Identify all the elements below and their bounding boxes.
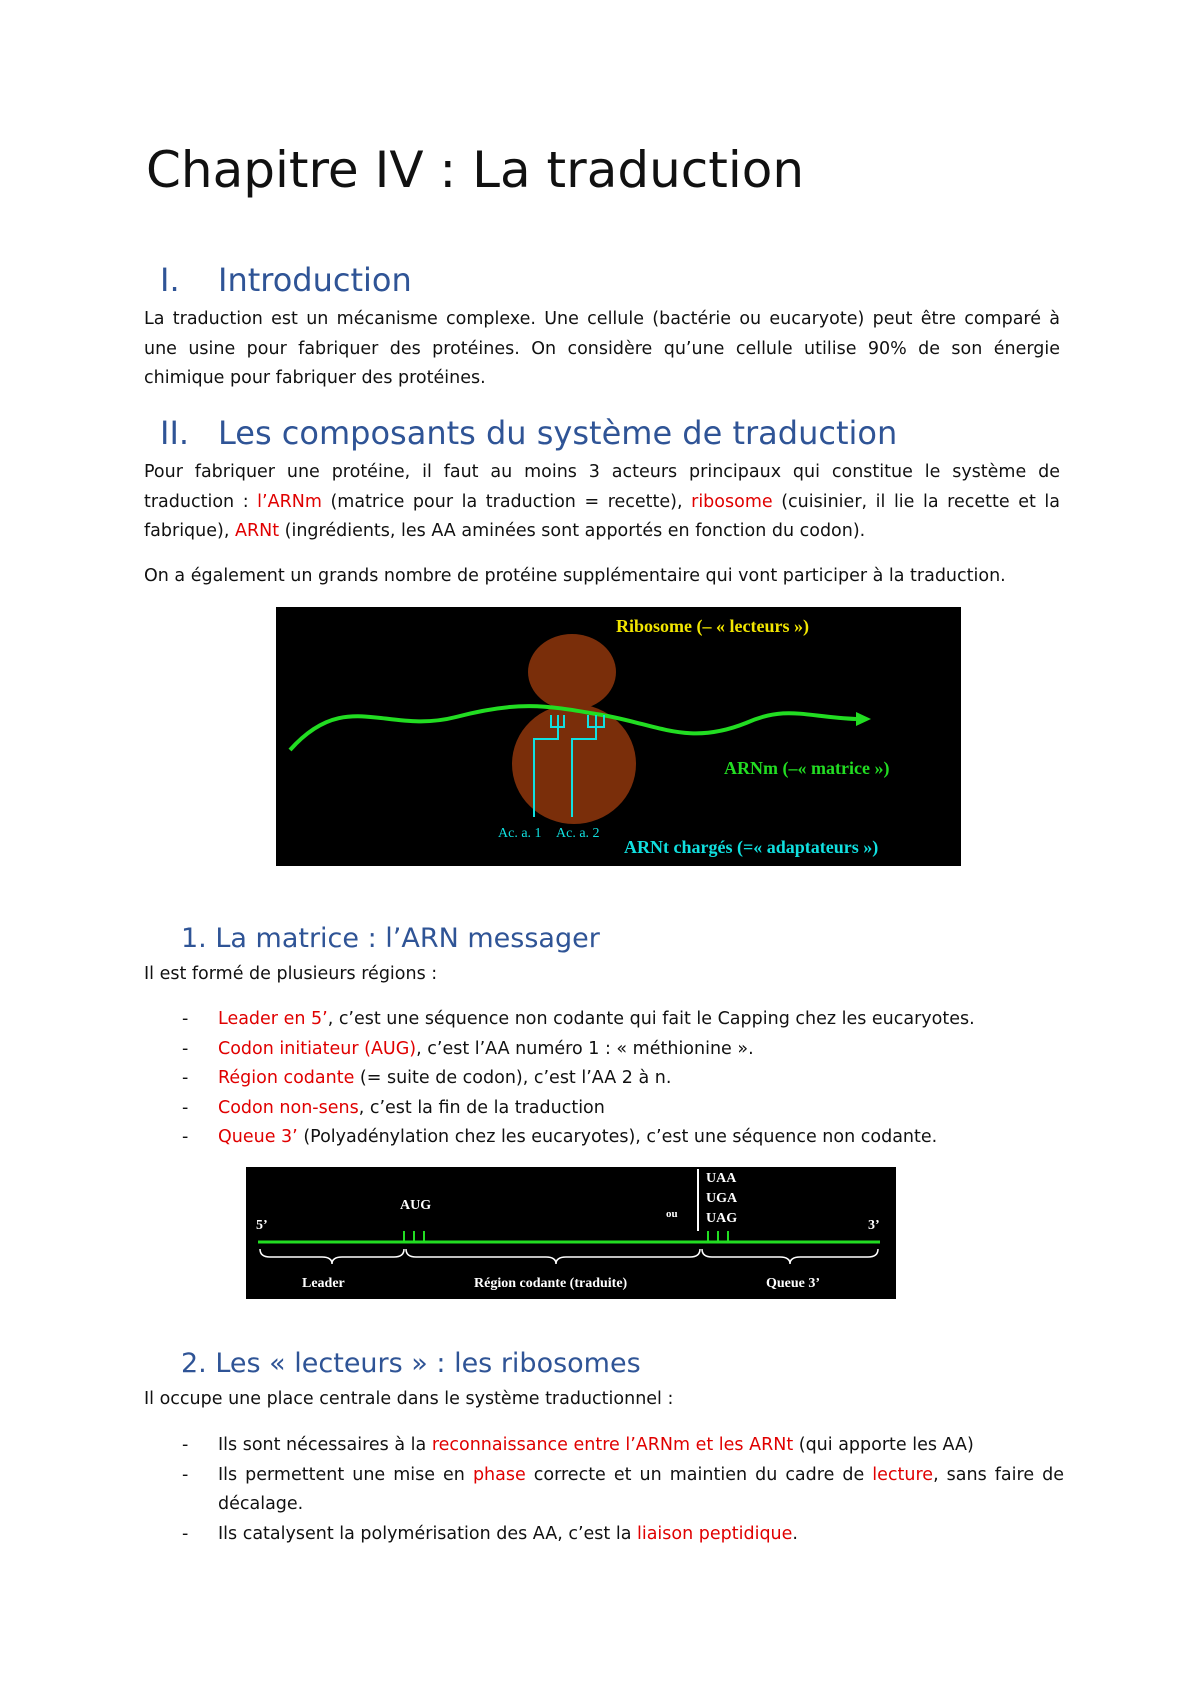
item-term: reconnaissance entre l’ARNm et les ARNt [431,1435,794,1455]
term-arnt: ARNt [234,521,280,541]
item-text: (= suite de codon), c’est l’AA 2 à n. [354,1068,672,1088]
section-heading-introduction [146,260,412,300]
bullet-dash: - [182,1068,189,1088]
three-prime-label: 3’ [868,1218,880,1233]
lecteurs-intro: Il occupe une place centrale dans le système traductionnel : [144,1389,674,1409]
translation-diagram [276,607,961,866]
list-item [144,1520,1064,1550]
item-term: Codon non-sens [218,1097,359,1118]
ribosome-small-subunit [528,634,616,710]
item-text: Ils sont nécessaires à la [218,1435,432,1455]
item-text: correcte et un maintien du cadre de [525,1464,873,1485]
bullet-dash: - [182,1009,189,1029]
bullet-dash: - [182,1127,189,1147]
bullet-dash: - [182,1464,189,1485]
item-term: liaison peptidique [636,1523,793,1544]
item-term: lecture [872,1464,934,1485]
ribosome-roles-list [144,1431,1064,1549]
list-item [144,1094,1064,1124]
item-term: Leader en 5’ [218,1009,328,1029]
item-term: Queue 3’ [218,1127,298,1147]
ou-label: ou [666,1208,678,1220]
text-run: (ingrédients, les AA aminées sont apportés en fonction du codon). [279,521,866,541]
subsection-heading-matrice: 1. La matrice : l’ARN messager [181,923,600,954]
subsection-heading-lecteurs: 2. Les « lecteurs » : les ribosomes [181,1348,641,1379]
section-number: II. [160,414,190,452]
stop-codon-uaa: UAA [706,1171,737,1186]
leader-label: Leader [302,1276,345,1291]
item-text: Ils catalysent la polymérisation des AA, c’est la [218,1523,637,1544]
trna-label: ARNt chargés (=« adaptateurs ») [624,837,879,857]
intro-paragraph: La traduction est un mécanisme complexe. Une cellule (bactérie ou eucaryote) peut être comparé à une usine pour fabriquer des protéines. On considère qu’une cellule utilise 90% de son énergie chimique pour fabriquer des protéines. [144,309,1060,388]
mrna-regions-list [144,1005,1064,1153]
tail-label: Queue 3’ [766,1276,821,1291]
stop-codon-uag: UAG [706,1211,738,1226]
stop-codon-uga: UGA [706,1191,738,1206]
list-item [144,1431,1064,1461]
matrice-intro: Il est formé de plusieurs régions : [144,964,438,984]
bullet-dash: - [182,1038,189,1059]
item-term: Codon initiateur (AUG) [218,1038,417,1059]
text-run: Pour fabriquer une protéine, il faut au moins 3 acteurs principaux qui constitue le système de traduction : [144,462,1060,512]
list-item [144,1035,1064,1065]
item-text: (Polyadénylation chez les eucaryotes), c’est une séquence non codante. [297,1127,938,1147]
item-term: Région codante [218,1068,355,1088]
page-title: Chapitre IV : La traduction [146,141,805,199]
bullet-dash: - [182,1523,189,1544]
section-heading-composants [146,413,897,453]
item-term: phase [472,1464,526,1485]
item-text: , c’est l’AA numéro 1 : « méthionine ». [416,1038,754,1059]
bullet-dash: - [182,1097,189,1118]
list-item [144,1064,1064,1094]
item-text: , sans faire de décalage. [218,1464,1064,1514]
amino-acid-2-label: Ac. a. 2 [556,826,600,841]
item-text: , c’est une séquence non codante qui fait le Capping chez les eucaryotes. [327,1009,975,1029]
composants-paragraph-2: On a également un grands nombre de protéine supplémentaire qui vont participer à la traduction. [144,566,1006,586]
text-run: (matrice pour la traduction = recette), [321,491,692,512]
composants-paragraph [144,458,1060,547]
term-arnm: l’ARNm [257,491,322,512]
coding-region-label: Région codante (traduite) [474,1276,628,1291]
ribosome-large-subunit [512,704,636,824]
list-item [144,1005,1064,1035]
item-text: , c’est la fin de la traduction [358,1097,605,1118]
item-text: Ils permettent une mise en [218,1464,473,1485]
ribosome-label: Ribosome (– « lecteurs ») [616,616,809,636]
list-item [144,1123,1064,1153]
item-text: (qui apporte les AA) [793,1435,974,1455]
five-prime-label: 5’ [256,1218,268,1233]
item-text: . [792,1523,798,1544]
term-ribosome: ribosome [691,491,773,512]
section-number: I. [160,261,180,299]
mrna-label: ARNm (–« matrice ») [724,758,890,778]
mrna-structure-diagram [246,1167,896,1299]
list-item [144,1461,1064,1520]
section-title: Introduction [218,261,412,299]
text-run: (cuisinier, il lie la recette et la fabrique), [144,491,1060,541]
bullet-dash: - [182,1435,189,1455]
section-title: Les composants du système de traduction [218,414,898,452]
amino-acid-1-label: Ac. a. 1 [498,826,542,841]
aug-label: AUG [400,1198,432,1213]
